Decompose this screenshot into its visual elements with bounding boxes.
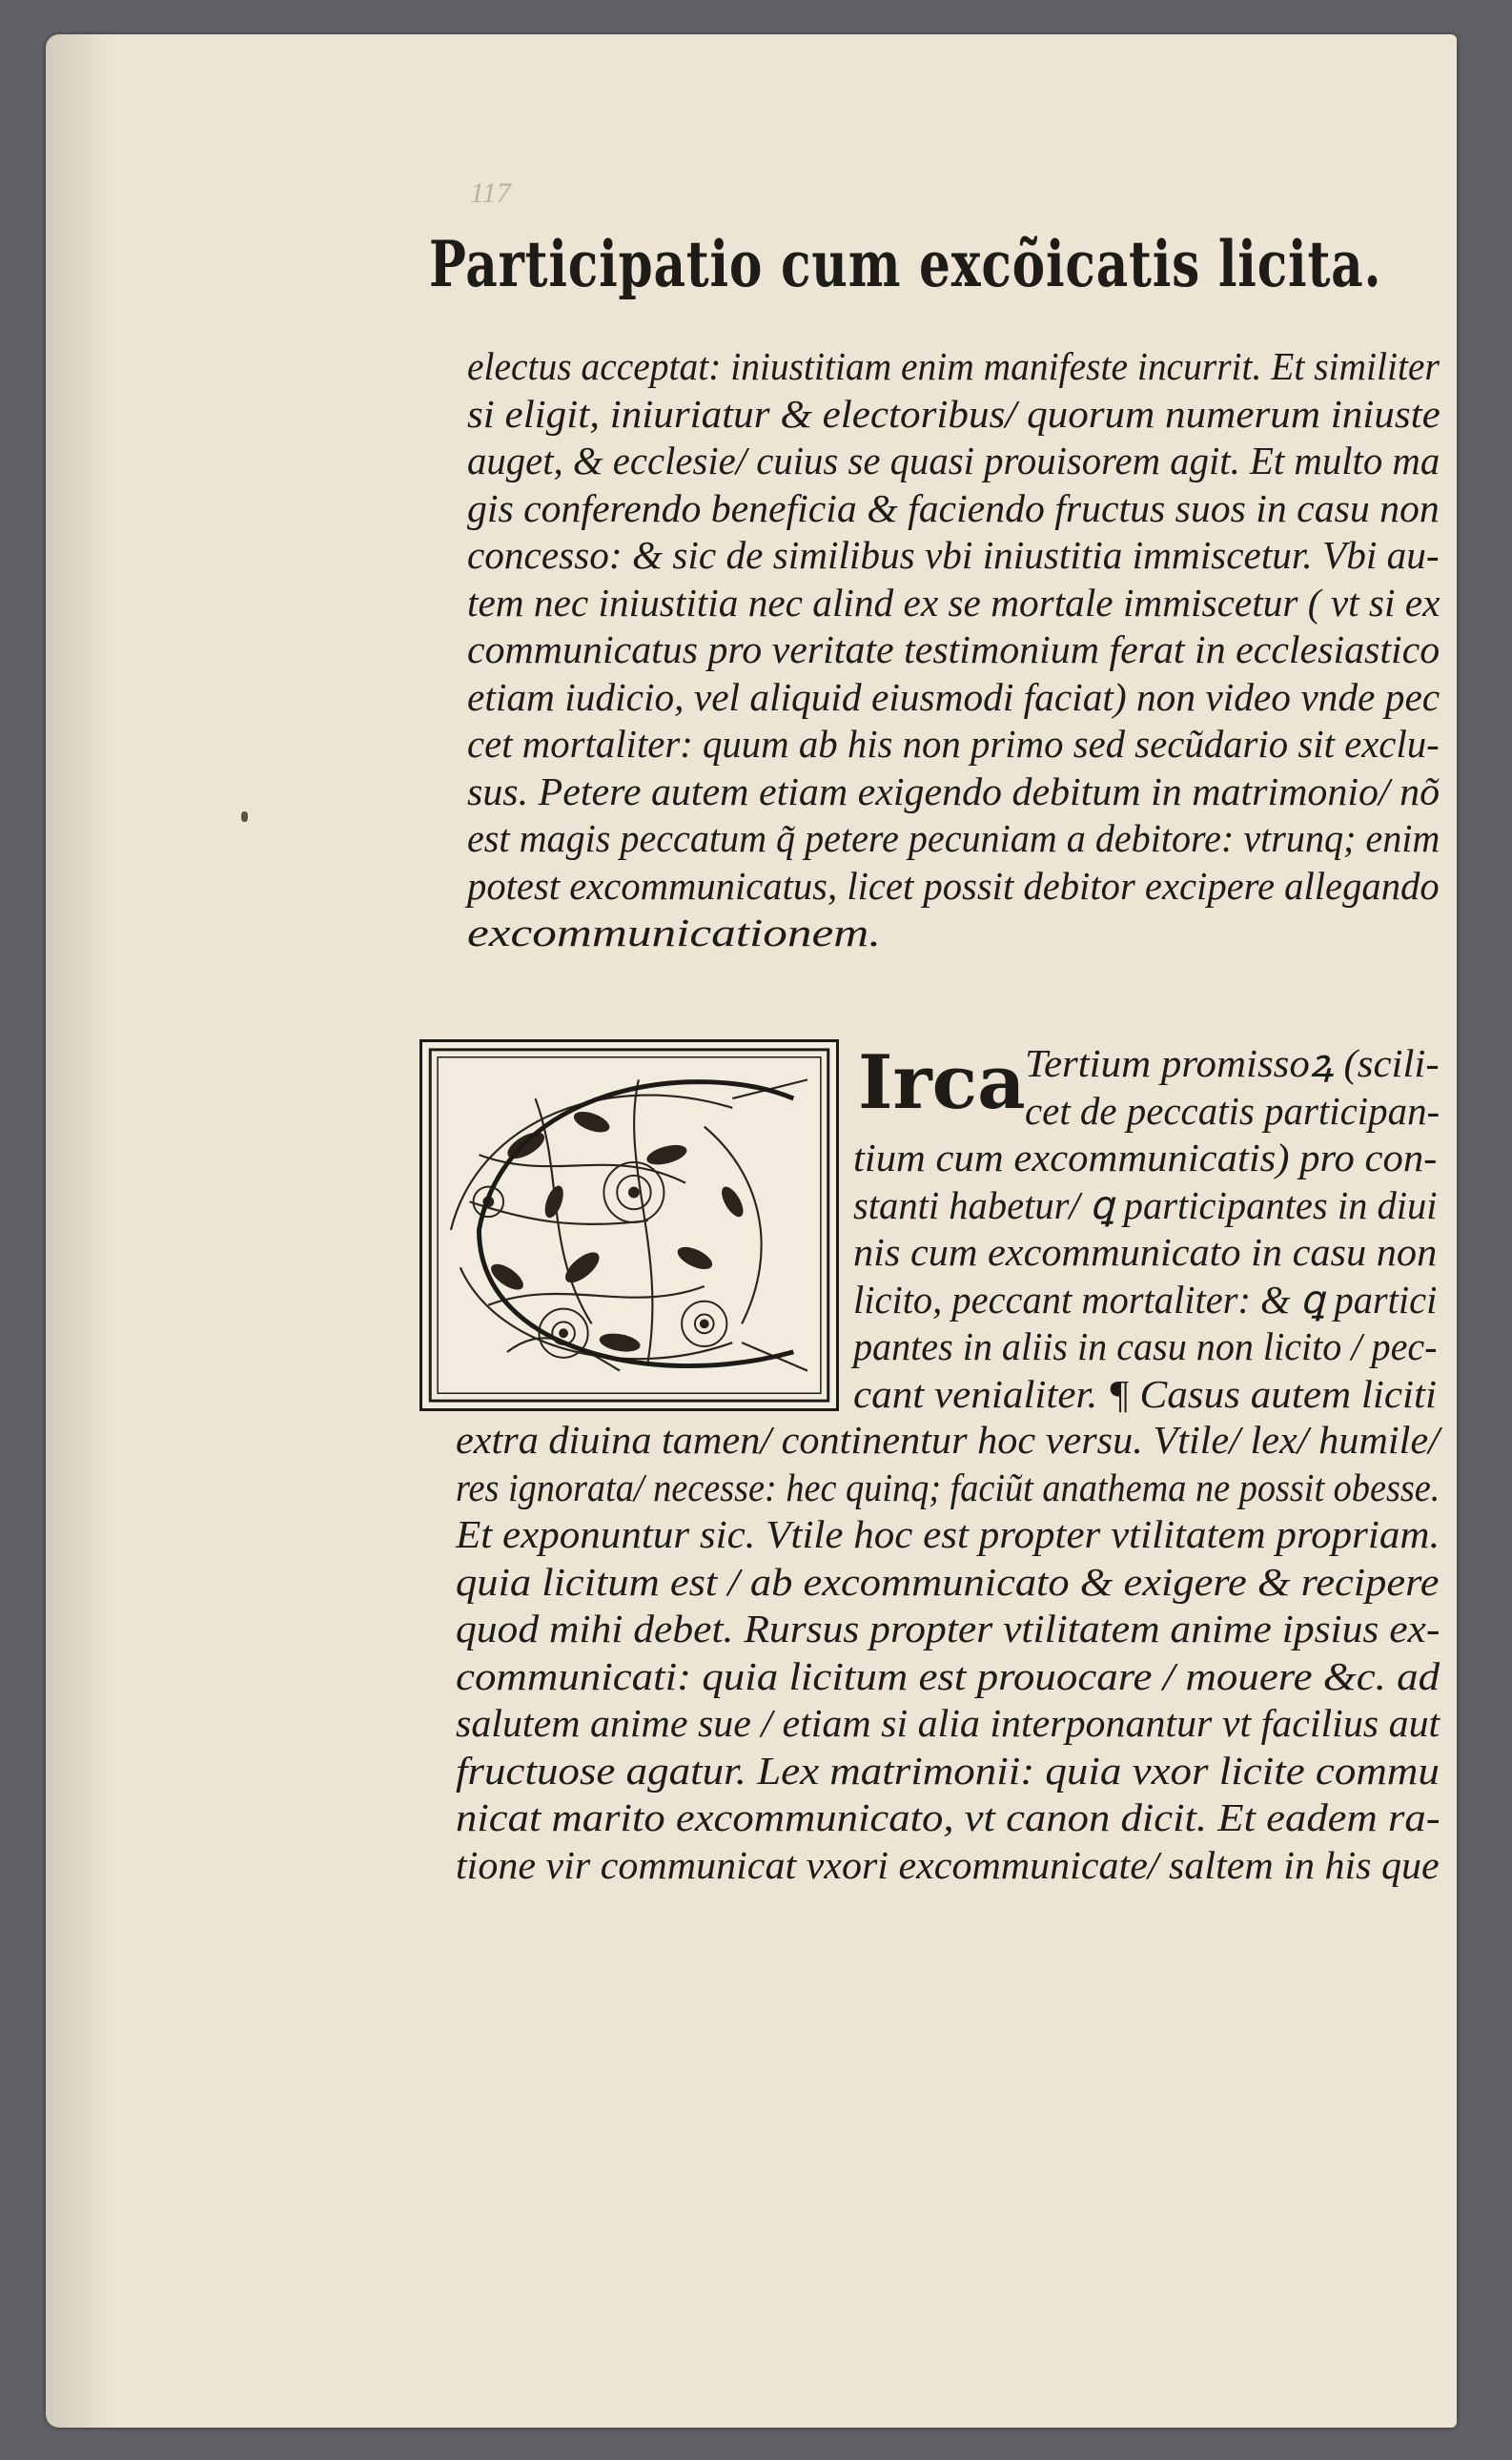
text-line: concesso: & sic de similibus vbi iniustitia immiscetur. Vbi au- — [467, 533, 1440, 577]
text-line: nicat marito excommunicato, vt canon dicit. Et eadem ra- — [456, 1795, 1440, 1839]
text-line: licito, peccant mortaliter: & ꝗ partici — [853, 1277, 1438, 1322]
text-line: tem nec iniustitia nec alind ex se mortale immiscetur ( vt si ex — [467, 580, 1440, 625]
text-line: salutem anime sue / etiam si alia interponantur vt facilius aut — [456, 1701, 1440, 1745]
text-line: cet mortaliter: quum ab his non primo sed secũdario sit exclu- — [467, 722, 1440, 766]
woodcut-initial-icon — [422, 1042, 836, 1408]
text-line: cet de peccatis participan- — [1025, 1088, 1440, 1133]
text-line: excommunicationem. — [467, 911, 882, 954]
ink-speck — [241, 811, 248, 822]
text-line: nis cum excommunicato in casu non — [853, 1230, 1438, 1274]
decorated-initial-c — [419, 1039, 839, 1411]
text-line: Et exponuntur sic. Vtile hoc est propter vtilitatem propriam. — [456, 1512, 1440, 1556]
folio-number: 117 — [470, 177, 511, 209]
page-heading: Participatio cum excõicatis licita. — [429, 227, 1382, 301]
text-line: est magis peccatum q̃ petere pecuniam a debitore: vtrunq; enim — [467, 816, 1440, 860]
text-line: tione vir communicat vxori excommunicate/ saltem in his que — [456, 1842, 1440, 1887]
text-line: pantes in aliis in casu non licito / pec- — [853, 1324, 1438, 1368]
text-line: Tertium promissoꝝ (scili- — [1025, 1041, 1440, 1085]
text-line: tium cum excommunicatis) pro con- — [853, 1136, 1438, 1179]
gutter-shadow — [46, 34, 112, 2428]
text-line: communicati: quia licitum est prouocare / mouere &c. ad — [456, 1653, 1440, 1698]
text-line: cant venialiter. ¶ Casus autem liciti — [853, 1371, 1437, 1416]
text-line: communicatus pro veritate testimonium ferat in ecclesiastico — [467, 627, 1440, 671]
text-line: res ignorata/ necesse: hec quinq; faciũt anathema ne possit obesse. — [456, 1465, 1440, 1509]
text-line: gis conferendo beneficia & faciendo fructus suos in casu non — [467, 485, 1440, 530]
text-line: si eligit, iniuriatur & electoribus/ quorum numerum iniuste — [467, 391, 1440, 436]
text-line: etiam iudicio, vel aliquid eiusmodi faciat) non video vnde pec — [467, 674, 1440, 719]
text-line: quod mihi debet. Rursus propter vtilitatem anime ipsius ex- — [456, 1607, 1440, 1650]
text-line: quia licitum est / ab excommunicato & exigere & recipere — [456, 1559, 1440, 1604]
text-line: potest excommunicatus, licet possit debitor excipere allegando — [467, 863, 1440, 908]
text-line: electus acceptat: iniustitiam enim manifeste incurrit. Et similiter — [467, 344, 1440, 388]
text-line: stanti habetur/ ꝗ participantes in diui — [853, 1182, 1438, 1227]
text-line: sus. Petere autem etiam exigendo debitum in matrimonio/ nõ — [467, 769, 1440, 813]
text-line: fructuose agatur. Lex matrimonii: quia vxor licite commu — [456, 1748, 1440, 1793]
text-line: auget, & ecclesie/ cuius se quasi prouisorem agit. Et multo ma — [467, 439, 1440, 482]
initial-rest-irca: Irca — [858, 1039, 1026, 1126]
text-line: extra diuina tamen/ continentur hoc versu. Vtile/ lex/ humile/ — [456, 1418, 1440, 1462]
